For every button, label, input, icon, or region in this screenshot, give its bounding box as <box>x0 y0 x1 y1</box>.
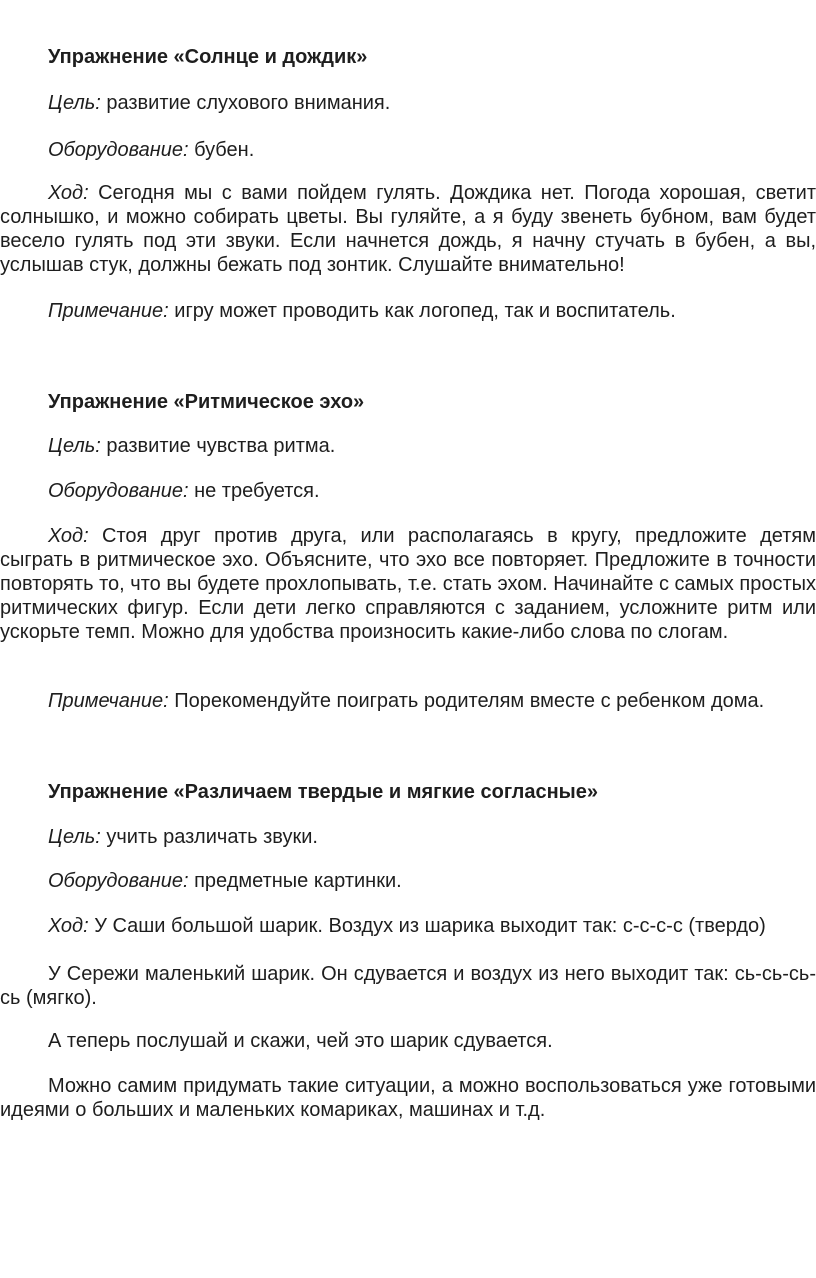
goal-label: Цель: <box>48 92 101 114</box>
equipment-label: Оборудование: <box>48 870 189 892</box>
section-1-note <box>0 299 816 323</box>
procedure-text: У Саши большой шарик. Воздух из шарика выходит так: с-с-с-с (твердо) <box>94 915 766 937</box>
section-3-paragraph: А теперь послушай и скажи, чей это шарик сдувается. <box>48 1030 553 1052</box>
section-1-title: Упражнение «Солнце и дождик» <box>48 46 368 68</box>
equipment-text: не требуется. <box>194 480 320 502</box>
section-1-goal <box>0 91 816 115</box>
section-2-equipment <box>0 479 816 503</box>
equipment-label: Оборудование: <box>48 139 189 161</box>
goal-text: развитие слухового внимания. <box>106 92 391 114</box>
equipment-text: бубен. <box>194 139 255 161</box>
section-1-equipment <box>0 138 816 162</box>
section-3-procedure <box>0 914 816 938</box>
procedure-text: Стоя друг против друга, или располагаясь в кругу, предложите детям сыграть в ритмическое эхо. Объясните, что эхо все повторяет. Предложите в точности повторять то, что вы будете прохлопывать, т.е. стать эхом. Начинайте с самых простых ритмических фигур. Если дети легко справляются с заданием, усложните ритм или ускорьте темп. Можно для удобства произносить какие-либо слова по слогам. <box>0 525 816 643</box>
section-3-goal <box>0 825 816 849</box>
goal-label: Цель: <box>48 435 101 457</box>
note-label: Примечание: <box>48 690 169 712</box>
procedure-label: Ход: <box>48 182 89 204</box>
goal-text: развитие чувства ритма. <box>106 435 336 457</box>
note-text: игру может проводить как логопед, так и воспитатель. <box>174 300 676 322</box>
goal-label: Цель: <box>48 826 101 848</box>
section-3-paragraph: Можно самим придумать такие ситуации, а можно воспользоваться уже готовыми идеями о больших и маленьких комариках, машинах и т.д. <box>0 1075 816 1121</box>
goal-text: учить различать звуки. <box>106 826 318 848</box>
section-2-note <box>0 689 816 713</box>
section-3-paragraph: У Сережи маленький шарик. Он сдувается и воздух из него выходит так: сь-сь-сь-сь (мягко). <box>0 963 816 1009</box>
section-3-equipment <box>0 869 816 893</box>
note-label: Примечание: <box>48 300 169 322</box>
section-3-title: Упражнение «Различаем твердые и мягкие согласные» <box>48 781 599 803</box>
section-2-goal <box>0 434 816 458</box>
procedure-label: Ход: <box>48 915 89 937</box>
equipment-label: Оборудование: <box>48 480 189 502</box>
equipment-text: предметные картинки. <box>194 870 402 892</box>
section-1-procedure <box>0 181 816 277</box>
procedure-label: Ход: <box>48 525 89 547</box>
section-2-procedure <box>0 524 816 644</box>
section-2-title: Упражнение «Ритмическое эхо» <box>48 391 365 413</box>
note-text: Порекомендуйте поиграть родителям вместе с ребенком дома. <box>174 690 765 712</box>
procedure-text: Сегодня мы с вами пойдем гулять. Дождика нет. Погода хорошая, светит солнышко, и можно собирать цветы. Вы гуляйте, а я буду звенеть бубном, вам будет весело гулять под эти звуки. Если начнется дождь, я начну стучать в бубен, а вы, услышав стук, должны бежать под зонтик. Слушайте внимательно! <box>0 182 816 276</box>
